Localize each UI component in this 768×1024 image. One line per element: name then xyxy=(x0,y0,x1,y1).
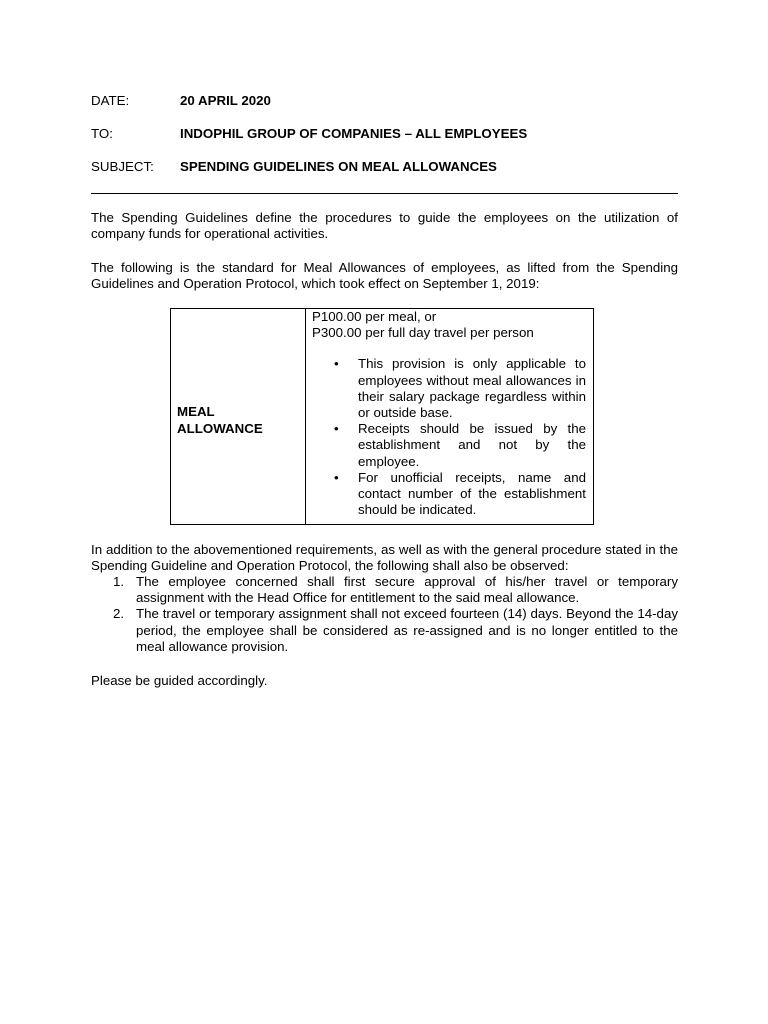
bullet-icon: • xyxy=(334,469,339,485)
subject-value: SPENDING GUIDELINES ON MEAL ALLOWANCES xyxy=(180,159,497,174)
additional-requirements-paragraph: In addition to the abovementioned requirements, as well as with the general procedure stated in the Spending Guideline and Operation Protocol, the following shall also be observed: xyxy=(91,542,678,574)
closing-line: Please be guided accordingly. xyxy=(91,673,268,688)
date-label: DATE: xyxy=(91,93,130,108)
rate-per-meal: P100.00 per meal, or xyxy=(312,309,437,324)
list-item: • For unofficial receipts, name and contact number of the establishment should be indicated. xyxy=(334,469,586,518)
meal-label-line1: MEAL xyxy=(177,404,215,420)
list-item: 1. The employee concerned shall first secure approval of his/her travel or temporary assignment with the Head Office for entitlement to the said meal allowance. xyxy=(113,574,678,606)
provision-bullet-list xyxy=(306,356,593,518)
list-item: • This provision is only applicable to employees without meal allowances in their salary package regardless within or outside base. xyxy=(334,356,586,421)
meal-label-line2: ALLOWANCE xyxy=(177,420,263,436)
bullet-icon: • xyxy=(334,356,339,372)
requirements-list xyxy=(91,574,678,655)
subject-label: SUBJECT: xyxy=(91,159,154,174)
meal-allowance-table xyxy=(170,308,594,525)
intro-paragraph: The Spending Guidelines define the procedures to guide the employees on the utilization of company funds for operational activities. xyxy=(91,210,678,242)
date-value: 20 APRIL 2020 xyxy=(180,93,271,108)
to-value: INDOPHIL GROUP OF COMPANIES – ALL EMPLOYEES xyxy=(180,126,528,141)
list-item: • Receipts should be issued by the establishment and not by the employee. xyxy=(334,421,586,469)
list-number: 1. xyxy=(113,574,125,589)
list-item: 2. The travel or temporary assignment shall not exceed fourteen (14) days. Beyond the 14-day period, the employee shall be considered as re-assigned and is no longer entitled to the meal allowance provision. xyxy=(113,606,678,654)
meal-allowance-details-cell xyxy=(306,309,594,525)
bullet-icon: • xyxy=(334,421,339,437)
standard-paragraph: The following is the standard for Meal Allowances of employees, as lifted from the Spending Guidelines and Operation Protocol, which took effect on September 1, 2019: xyxy=(91,260,678,292)
meal-allowance-label-cell xyxy=(171,309,306,525)
to-label: TO: xyxy=(91,126,113,141)
list-number: 2. xyxy=(113,606,125,622)
rate-full-day: P300.00 per full day travel per person xyxy=(312,325,534,341)
header-divider xyxy=(91,193,678,194)
